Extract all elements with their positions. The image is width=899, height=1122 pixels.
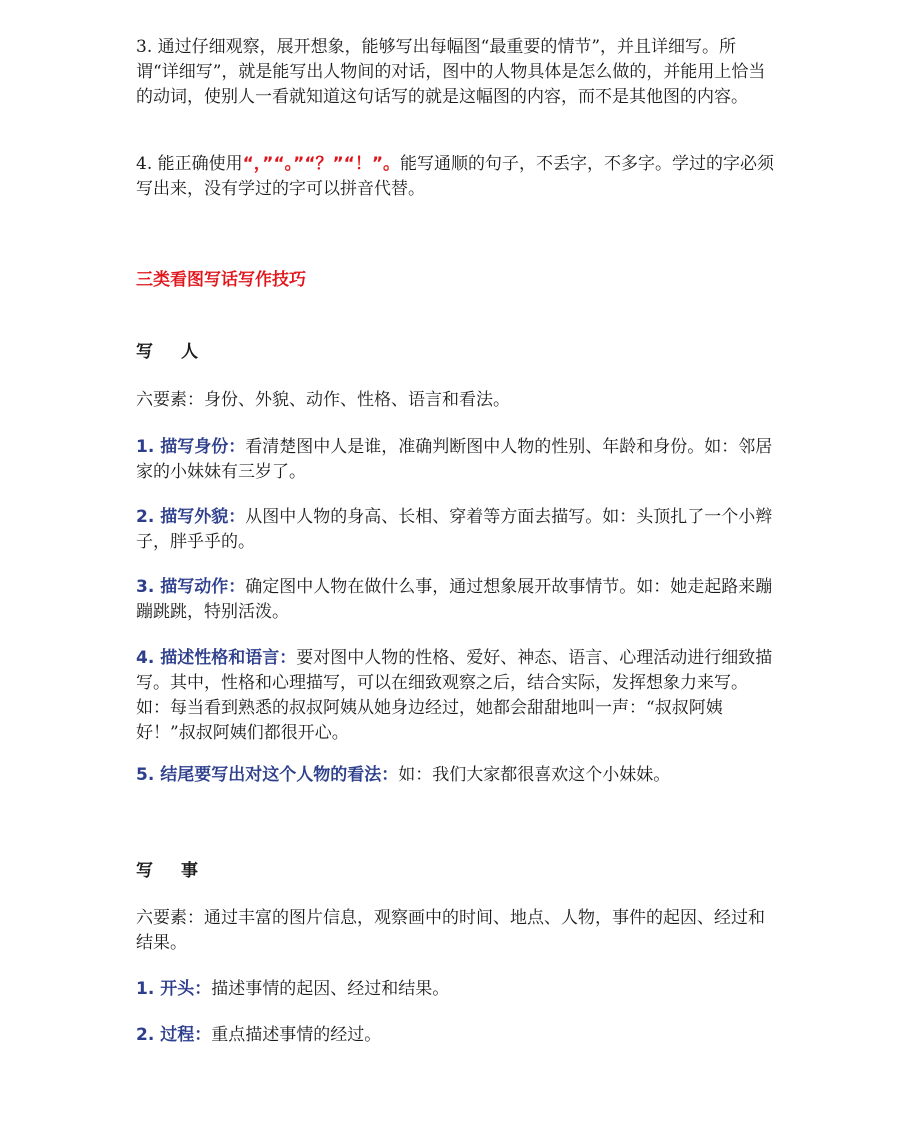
person-intro: 六要素：身份、外貌、动作、性格、语言和看法。 <box>136 390 510 410</box>
punctuation-marks: “，”“。”“？”“！”。 <box>242 154 401 174</box>
section-heading: 三类看图写话写作技巧 <box>136 270 306 290</box>
point-label: 2. 过程： <box>136 1025 212 1045</box>
event-point-2 <box>136 1023 776 1048</box>
point-text: 描述事情的起因、经过和结果。 <box>211 979 450 999</box>
event-title-char-2: 事 <box>181 861 198 881</box>
point-label: 1. 描写身份： <box>136 437 246 457</box>
point-text: 要对图中人物的性格、爱好、神态、语言、心理活动进行细致描写。其中，性格和心理描写，可以在细致观察之后，结合实际，发挥想象力来写。如：每当看到熟悉的叔叔阿姨从她身边经过，她都会甜甜地叫一声：“叔叔阿姨好！”叔叔阿姨们都很开心。 <box>136 648 773 743</box>
person-point-2 <box>136 505 776 555</box>
person-point-4 <box>136 646 776 746</box>
point-label: 2. 描写外貌： <box>136 507 246 527</box>
person-title-char-2: 人 <box>181 342 198 362</box>
person-title-char-1: 写 <box>136 342 153 362</box>
point-text: 从图中人物的身高、长相、穿着等方面去描写。如：头顶扎了一个小辫子，胖乎乎的。 <box>136 507 773 552</box>
event-point-1 <box>136 977 776 1002</box>
person-point-3 <box>136 575 776 625</box>
event-section-title <box>136 859 198 884</box>
item-4-suffix: 能写通顺的句子，不丢字，不多字。学过的字必须写出来，没有学过的字可以拼音代替。 <box>136 154 775 199</box>
point-label: 1. 开头： <box>136 979 212 999</box>
point-text: 确定图中人物在做什么事，通过想象展开故事情节。如：她走起路来蹦蹦跳跳，特别活泼。 <box>136 577 773 622</box>
person-point-1 <box>136 435 776 485</box>
requirement-item-4 <box>136 152 776 202</box>
person-section-title <box>136 340 198 365</box>
event-title-char-1: 写 <box>136 861 153 881</box>
point-label: 4. 描述性格和语言： <box>136 648 297 668</box>
event-intro: 六要素：通过丰富的图片信息，观察画中的时间、地点、人物，事件的起因、经过和结果。 <box>136 908 765 953</box>
point-text: 看清楚图中人是谁，准确判断图中人物的性别、年龄和身份。如：邻居家的小妹妹有三岁了。 <box>136 437 773 482</box>
point-label: 5. 结尾要写出对这个人物的看法： <box>136 765 399 785</box>
item-4-prefix: 4. 能正确使用 <box>136 154 243 174</box>
person-point-5 <box>136 763 776 788</box>
requirement-item-3: 3. 通过仔细观察，展开想象，能够写出每幅图“最重要的情节”，并且详细写。所谓“详细写”，就是能写出人物间的对话，图中的人物具体是怎么做的，并能用上恰当的动词，使别人一看就知道这句话写的就是这幅图的内容，而不是其他图的内容。 <box>136 37 766 107</box>
point-label: 3. 描写动作： <box>136 577 246 597</box>
point-text: 如：我们大家都很喜欢这个小妹妹。 <box>398 765 671 785</box>
point-text: 重点描述事情的经过。 <box>211 1025 382 1045</box>
